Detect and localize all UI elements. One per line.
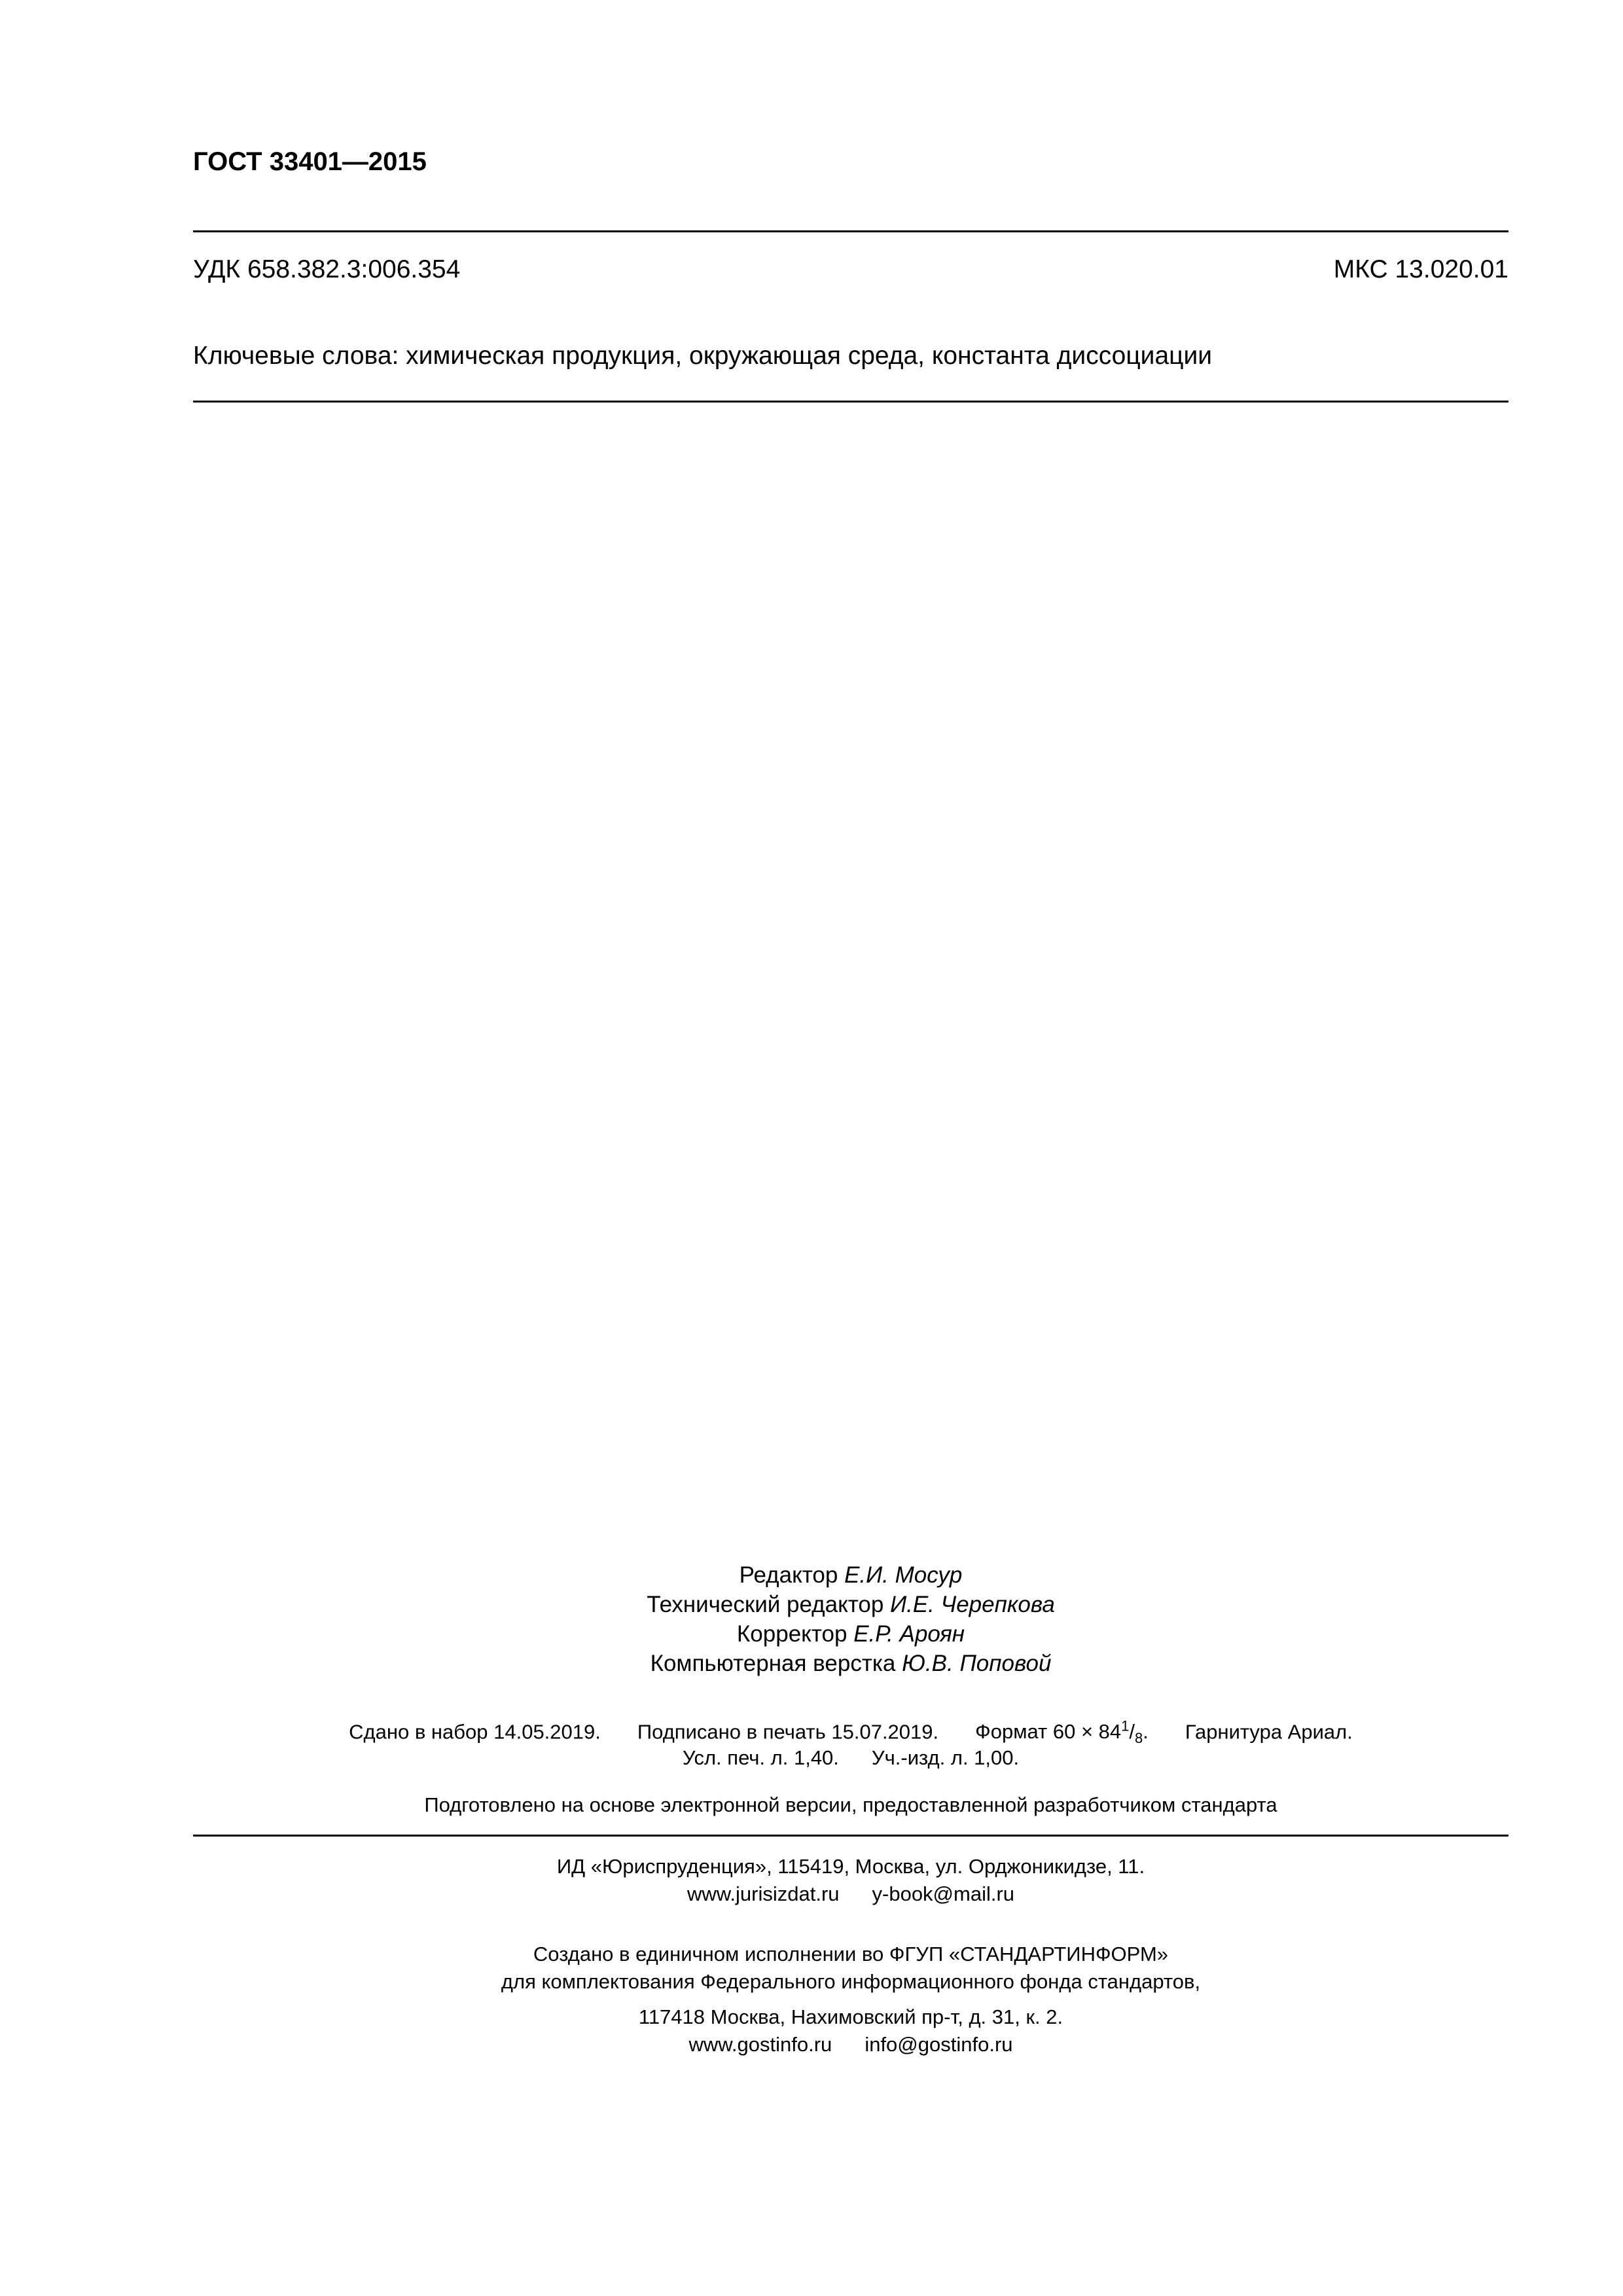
publisher-website: www.jurisizdat.ru xyxy=(687,1882,840,1905)
format-sup: 1 xyxy=(1121,1718,1130,1734)
signed-date: Подписано в печать 15.07.2019. xyxy=(637,1720,939,1744)
print-info-line xyxy=(193,1718,1508,1748)
layout-line xyxy=(193,1651,1508,1677)
editor-line xyxy=(193,1562,1508,1588)
keywords-line: Ключевые слова: химическая продукция, окружающая среда, константа диссоциации xyxy=(193,342,1213,370)
corrector-name: Е.Р. Ароян xyxy=(853,1621,965,1647)
creator-line-2: для комплектования Федерального информационного фонда стандартов, xyxy=(501,1970,1201,1993)
publishing-sheets: Уч.-изд. л. 1,00. xyxy=(871,1746,1020,1769)
creator-line-1: Создано в единичном исполнении во ФГУП «СТАНДАРТИНФОРМ» xyxy=(533,1943,1169,1965)
tech-editor-role: Технический редактор xyxy=(647,1592,884,1617)
format-slash: / xyxy=(1129,1720,1135,1744)
creator-website: www.gostinfo.ru xyxy=(688,2033,832,2056)
sheets-line xyxy=(193,1746,1508,1770)
corrector-line xyxy=(193,1621,1508,1647)
format-sub: 8 xyxy=(1135,1730,1143,1747)
layout-role: Компьютерная верстка xyxy=(650,1651,896,1676)
format-info xyxy=(975,1718,1149,1747)
format-dot: . xyxy=(1143,1720,1149,1744)
printed-sheets: Усл. печ. л. 1,40. xyxy=(682,1746,839,1769)
publisher-address: ИД «Юриспруденция», 115419, Москва, ул. Орджоникидзе, 11. xyxy=(556,1855,1145,1878)
bottom-divider xyxy=(193,1835,1508,1837)
creator-address: 117418 Москва, Нахимовский пр-т, д. 31, к. 2. xyxy=(638,2005,1063,2028)
typeface: Гарнитура Ариал. xyxy=(1185,1720,1353,1744)
publisher-email: y-book@mail.ru xyxy=(872,1882,1015,1905)
top-divider xyxy=(193,230,1508,232)
prepared-note: Подготовлено на основе электронной версии, предоставленной разработчиком стандарта xyxy=(424,1793,1277,1816)
tech-editor-line xyxy=(193,1592,1508,1618)
mks-code: МКС 13.020.01 xyxy=(1333,255,1508,283)
format-prefix: Формат 60 × 84 xyxy=(975,1720,1122,1744)
tech-editor-name: И.Е. Черепкова xyxy=(890,1592,1055,1617)
creator-email: info@gostinfo.ru xyxy=(865,2033,1013,2056)
editor-name: Е.И. Мосур xyxy=(844,1562,963,1588)
keywords-divider xyxy=(193,401,1508,403)
editor-role: Редактор xyxy=(739,1562,838,1588)
udk-code: УДК 658.382.3:006.354 xyxy=(193,255,461,283)
publisher-contacts xyxy=(193,1882,1508,1906)
creator-contacts xyxy=(193,2033,1508,2056)
layout-name: Ю.В. Поповой xyxy=(902,1651,1052,1676)
corrector-role: Корректор xyxy=(736,1621,847,1647)
typeset-date: Сдано в набор 14.05.2019. xyxy=(349,1720,601,1744)
document-code: ГОСТ 33401—2015 xyxy=(193,147,427,176)
